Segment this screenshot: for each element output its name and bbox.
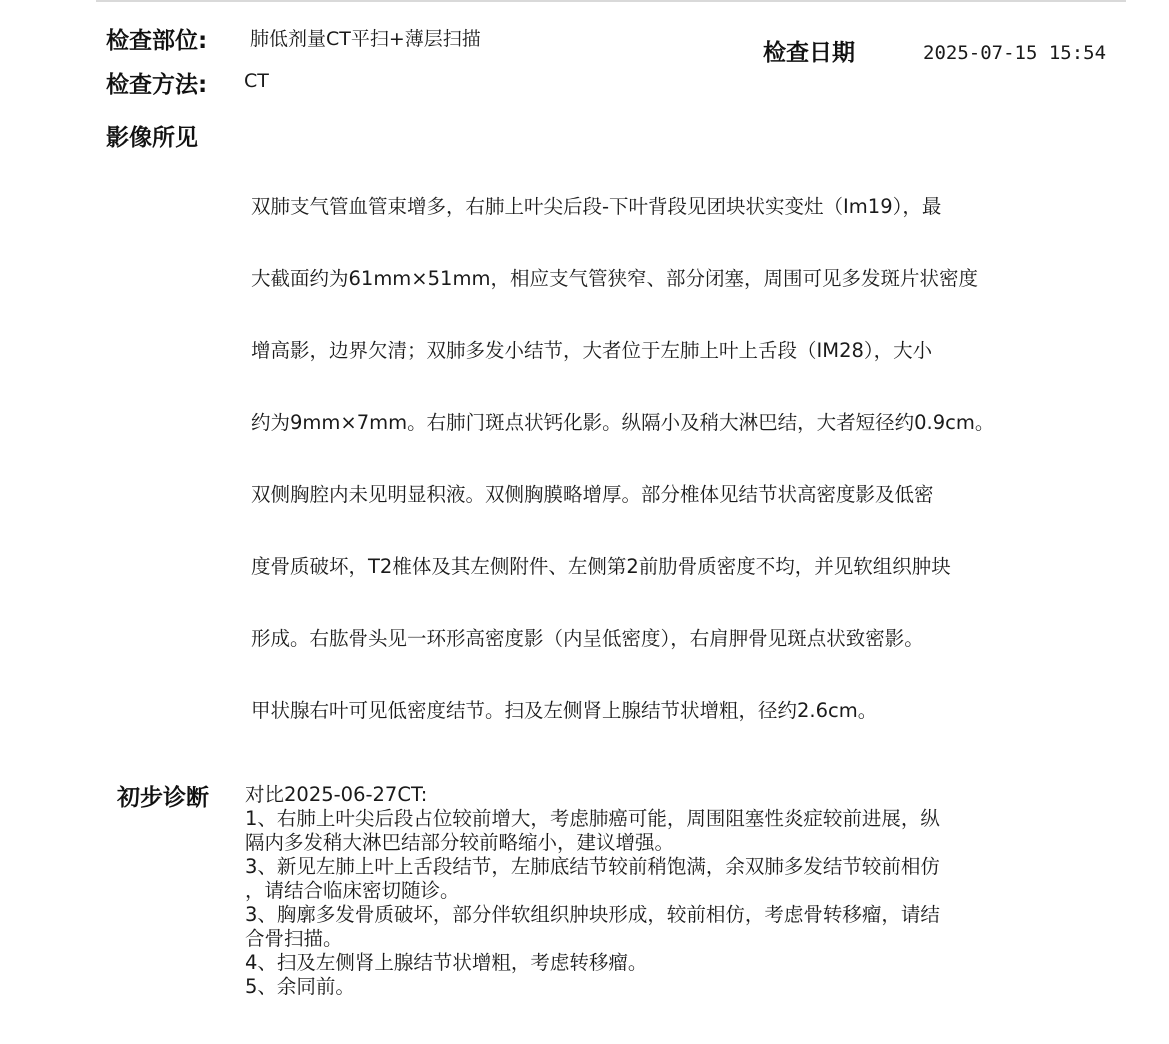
- findings-line: 大截面约为61mm×51mm，相应支气管狭窄、部分闭塞，周围可见多发斑片状密度: [251, 267, 978, 290]
- exam-method-label: 检查方法:: [106, 72, 208, 98]
- findings-label: 影像所见: [106, 125, 198, 151]
- diagnosis-line: 隔内多发稍大淋巴结部分较前略缩小，建议增强。: [245, 831, 675, 854]
- findings-line: 约为9mm×7mm。右肺门斑点状钙化影。纵隔小及稍大淋巴结，大者短径约0.9cm。: [251, 411, 995, 434]
- diagnosis-label: 初步诊断: [117, 785, 209, 811]
- diagnosis-text: [245, 783, 1090, 999]
- findings-line: 增高影，边界欠清；双肺多发小结节，大者位于左肺上叶上舌段（IM28），大小: [251, 339, 933, 362]
- findings-line: 甲状腺右叶可见低密度结节。扫及左侧肾上腺结节状增粗，径约2.6cm。: [251, 699, 878, 722]
- diagnosis-line: 4、扫及左侧肾上腺结节状增粗，考虑转移瘤。: [245, 951, 648, 974]
- exam-part-label: 检查部位:: [106, 28, 208, 54]
- findings-line: 双肺支气管血管束增多，右肺上叶尖后段-下叶背段见团块状实变灶（Im19），最: [251, 195, 942, 218]
- findings-line: 双侧胸腔内未见明显积液。双侧胸膜略增厚。部分椎体见结节状高密度影及低密: [251, 483, 934, 506]
- diagnosis-line: 3、胸廓多发骨质破坏，部分伴软组织肿块形成，较前相仿，考虑骨转移瘤，请结: [245, 903, 940, 926]
- diagnosis-line: 3、新见左肺上叶上舌段结节，左肺底结节较前稍饱满，余双肺多发结节较前相仿: [245, 855, 940, 878]
- diagnosis-line: 对比2025-06-27CT:: [245, 783, 428, 806]
- findings-line: 度骨质破坏，T2椎体及其左侧附件、左侧第2前肋骨质密度不均，并见软组织肿块: [251, 555, 951, 578]
- diagnosis-line: 合骨扫描。: [245, 927, 343, 950]
- exam-part-value: 肺低剂量CT平扫+薄层扫描: [250, 28, 481, 50]
- exam-date-label: 检查日期: [763, 40, 855, 66]
- diagnosis-line: ，请结合临床密切随诊。: [245, 879, 460, 902]
- findings-text: [251, 147, 1091, 747]
- exam-method-value: CT: [244, 70, 269, 92]
- diagnosis-line: 5、余同前。: [245, 975, 355, 998]
- exam-date-value: 2025-07-15 15:54: [923, 42, 1107, 64]
- diagnosis-line: 1、右肺上叶尖后段占位较前增大，考虑肺癌可能，周围阻塞性炎症较前进展，纵: [245, 807, 940, 830]
- top-divider: [96, 0, 1126, 2]
- findings-line: 形成。右肱骨头见一环形高密度影（内呈低密度），右肩胛骨见斑点状致密影。: [251, 627, 924, 650]
